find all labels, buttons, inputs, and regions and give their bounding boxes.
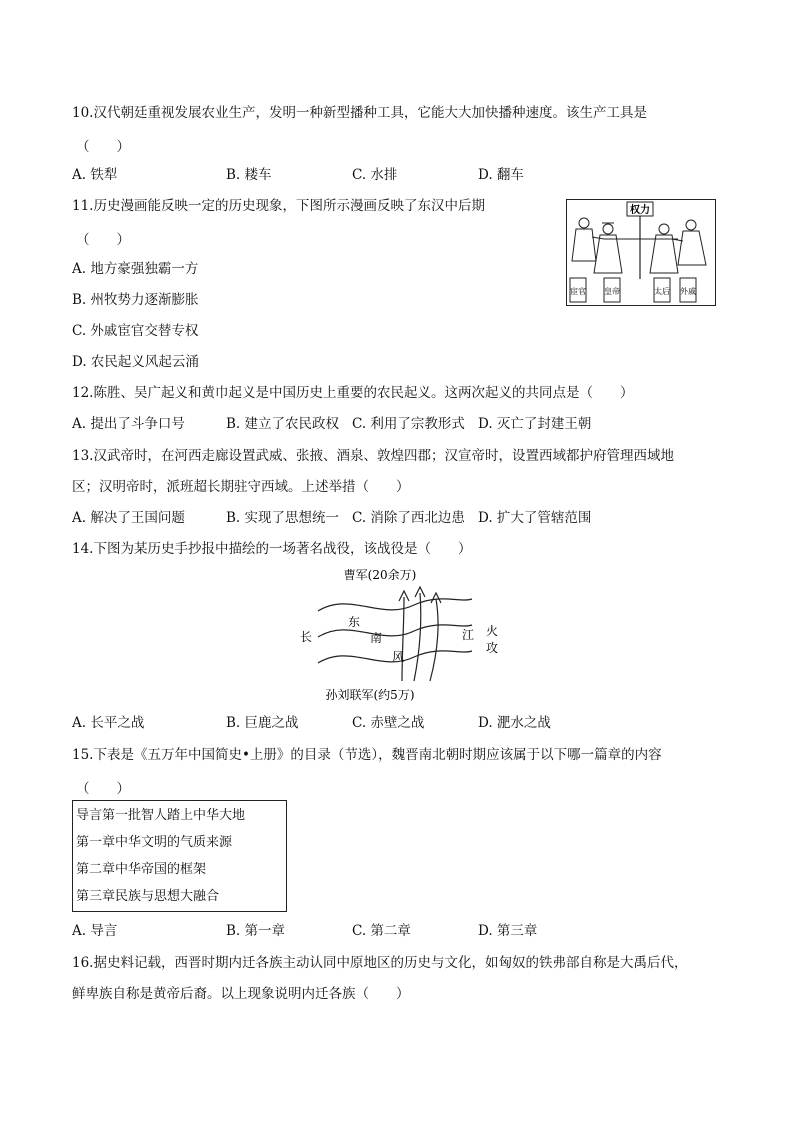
cartoon-label-consort: 外戚: [680, 287, 696, 296]
q14-option-b[interactable]: B. 巨鹿之战: [226, 715, 299, 731]
q11-option-a[interactable]: A. 地方豪强独霸一方: [72, 261, 199, 277]
q13-stem-line2: 区；汉明帝时，派班超长期驻守西域。上述举措（ ）: [72, 479, 410, 495]
diagram-fire-1: 火: [486, 624, 499, 638]
diagram-wind-1: 东: [348, 615, 361, 629]
diagram-top-label: 曹军(20余万): [343, 568, 417, 582]
toc-entry: 第三章民族与思想大融合: [76, 889, 220, 904]
q10-option-a[interactable]: A. 铁犁: [72, 167, 118, 183]
q15-option-a[interactable]: A. 导言: [72, 923, 118, 939]
q13-option-b[interactable]: B. 实现了思想统一: [226, 510, 340, 526]
table-of-contents-box: [72, 800, 287, 912]
q16-stem-line1: 16.据史料记载，西晋时期内迁各族主动认同中原地区的历史与文化，如匈奴的铁弗部自称是大禹后代，: [72, 955, 688, 971]
q10-option-d[interactable]: D. 翻车: [478, 167, 524, 183]
q10-answer-paren: （ ）: [76, 139, 130, 155]
cartoon-label-eunuch: 宦官: [570, 287, 586, 296]
q14-option-a[interactable]: A. 长平之战: [72, 715, 145, 731]
red-cliffs-battle-diagram: [290, 563, 510, 703]
q15-answer-paren: （ ）: [76, 781, 130, 797]
toc-entry: 第一章中华文明的气质来源: [76, 835, 233, 850]
q10-stem: 10.汉代朝廷重视发展农业生产，发明一种新型播种工具，它能大大加快播种速度。该生产工具是: [72, 105, 647, 121]
q11-stem: 11.历史漫画能反映一定的历史现象，下图所示漫画反映了东汉中后期: [72, 198, 485, 214]
q12-option-d[interactable]: D. 灭亡了封建王朝: [478, 416, 592, 432]
q11-option-c[interactable]: C. 外戚宦官交替专权: [72, 323, 199, 339]
q14-stem: 14.下图为某历史手抄报中描绘的一场著名战役，该战役是（ ）: [72, 541, 472, 557]
q12-option-a[interactable]: A. 提出了斗争口号: [72, 416, 185, 432]
diagram-bottom-label: 孙刘联军(约5万): [325, 688, 415, 702]
q11-option-d[interactable]: D. 农民起义风起云涌: [72, 354, 199, 370]
q10-option-b[interactable]: B. 耧车: [226, 167, 272, 183]
q15-option-d[interactable]: D. 第三章: [478, 923, 538, 939]
q12-option-c[interactable]: C. 利用了宗教形式: [352, 416, 465, 432]
q13-stem-line1: 13.汉武帝时，在河西走廊设置武威、张掖、酒泉、敦煌四郡；汉宣帝时，设置西域都护府管理西域地: [72, 448, 674, 464]
q13-option-a[interactable]: A. 解决了王国问题: [72, 510, 185, 526]
cartoon-label-emperor: 皇帝: [604, 287, 620, 296]
toc-entry: 导言第一批智人踏上中华大地: [76, 808, 246, 823]
diagram-wind-2: 南: [370, 631, 383, 645]
power-cartoon-image: [566, 199, 716, 306]
q12-stem: 12.陈胜、吴广起义和黄巾起义是中国历史上重要的农民起义。这两次起义的共同点是（ ）: [72, 385, 634, 401]
q15-option-c[interactable]: C. 第二章: [352, 923, 411, 939]
q15-option-b[interactable]: B. 第一章: [226, 923, 286, 939]
q14-option-c[interactable]: C. 赤壁之战: [352, 715, 425, 731]
toc-entry: 第二章中华帝国的框架: [76, 862, 207, 877]
q14-option-d[interactable]: D. 淝水之战: [478, 715, 551, 731]
cartoon-label-dowager: 太后: [654, 287, 670, 296]
q13-option-d[interactable]: D. 扩大了管辖范围: [478, 510, 592, 526]
diagram-river-right: 江: [462, 628, 475, 642]
q12-option-b[interactable]: B. 建立了农民政权: [226, 416, 340, 432]
diagram-river-left: 长: [300, 630, 313, 644]
q15-stem: 15.下表是《五万年中国简史•上册》的目录（节选），魏晋南北朝时期应该属于以下哪一篇章的内容: [72, 747, 662, 763]
q11-option-b[interactable]: B. 州牧势力逐渐膨胀: [72, 292, 199, 308]
q13-option-c[interactable]: C. 消除了西北边患: [352, 510, 465, 526]
cartoon-top-label: 权力: [630, 205, 650, 216]
diagram-fire-2: 攻: [486, 641, 499, 655]
diagram-wind-3: 风: [392, 650, 405, 664]
q10-option-c[interactable]: C. 水排: [352, 167, 398, 183]
q16-stem-line2: 鲜卑族自称是黄帝后裔。以上现象说明内迁各族（ ）: [72, 986, 410, 1002]
q11-answer-paren: （ ）: [76, 232, 130, 248]
